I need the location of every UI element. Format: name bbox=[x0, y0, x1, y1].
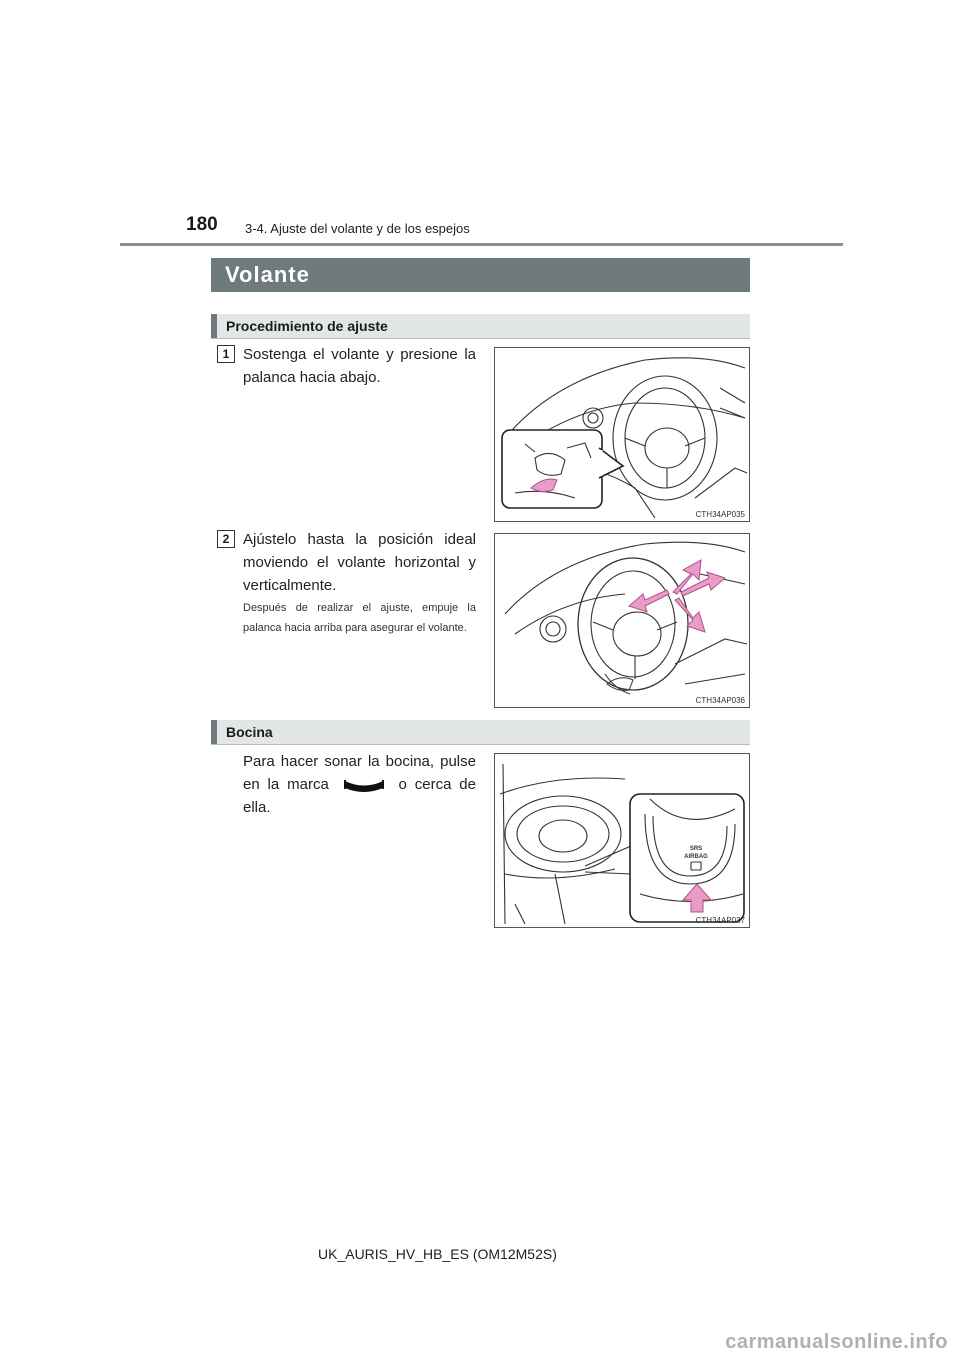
step-1-text: Sostenga el volante y presione la palanca hacia abajo. bbox=[243, 346, 476, 386]
running-head: 3-4. Ajuste del volante y de los espejos bbox=[245, 221, 470, 236]
step-number-2: 2 bbox=[217, 530, 235, 548]
steering-lever-illustration bbox=[495, 348, 749, 521]
subsection-heading-horn: Bocina bbox=[211, 720, 750, 744]
figure-horn bbox=[494, 753, 750, 928]
steering-adjust-illustration bbox=[495, 534, 749, 707]
figure-code: CTH34AP037 bbox=[695, 916, 745, 925]
section-title: Volante bbox=[211, 258, 750, 292]
header-rule bbox=[120, 243, 843, 246]
step-2-text: Ajústelo hasta la posición ideal moviendo el volante horizontal y verticalmente. bbox=[243, 531, 476, 594]
horn-icon bbox=[337, 776, 391, 794]
page-number: 180 bbox=[186, 214, 218, 235]
horn-text bbox=[243, 750, 476, 819]
subsection-divider bbox=[211, 338, 750, 339]
subsection-divider bbox=[211, 744, 750, 745]
figure-wheel-adjust bbox=[494, 533, 750, 708]
figure-code: CTH34AP035 bbox=[695, 510, 745, 519]
horn-text-before: Para hacer sonar la bocina, pulse en la marca bbox=[243, 753, 476, 793]
figure-code: CTH34AP036 bbox=[695, 696, 745, 705]
horn-illustration bbox=[495, 754, 749, 927]
watermark: carmanualsonline.info bbox=[725, 1331, 948, 1353]
srs-label: SRS bbox=[689, 846, 703, 852]
figure-lever-release bbox=[494, 347, 750, 522]
step-number-1: 1 bbox=[217, 345, 235, 363]
document-code: UK_AURIS_HV_HB_ES (OM12M52S) bbox=[318, 1246, 557, 1262]
airbag-label: AIRBAG bbox=[684, 854, 708, 860]
step-2-note: Después de realizar el ajuste, empuje la palanca hacia arriba para asegurar el volante. bbox=[243, 602, 476, 634]
horn-text-after: o cerca de ella. bbox=[243, 776, 476, 816]
subsection-heading-adjust: Procedimiento de ajuste bbox=[211, 314, 750, 338]
